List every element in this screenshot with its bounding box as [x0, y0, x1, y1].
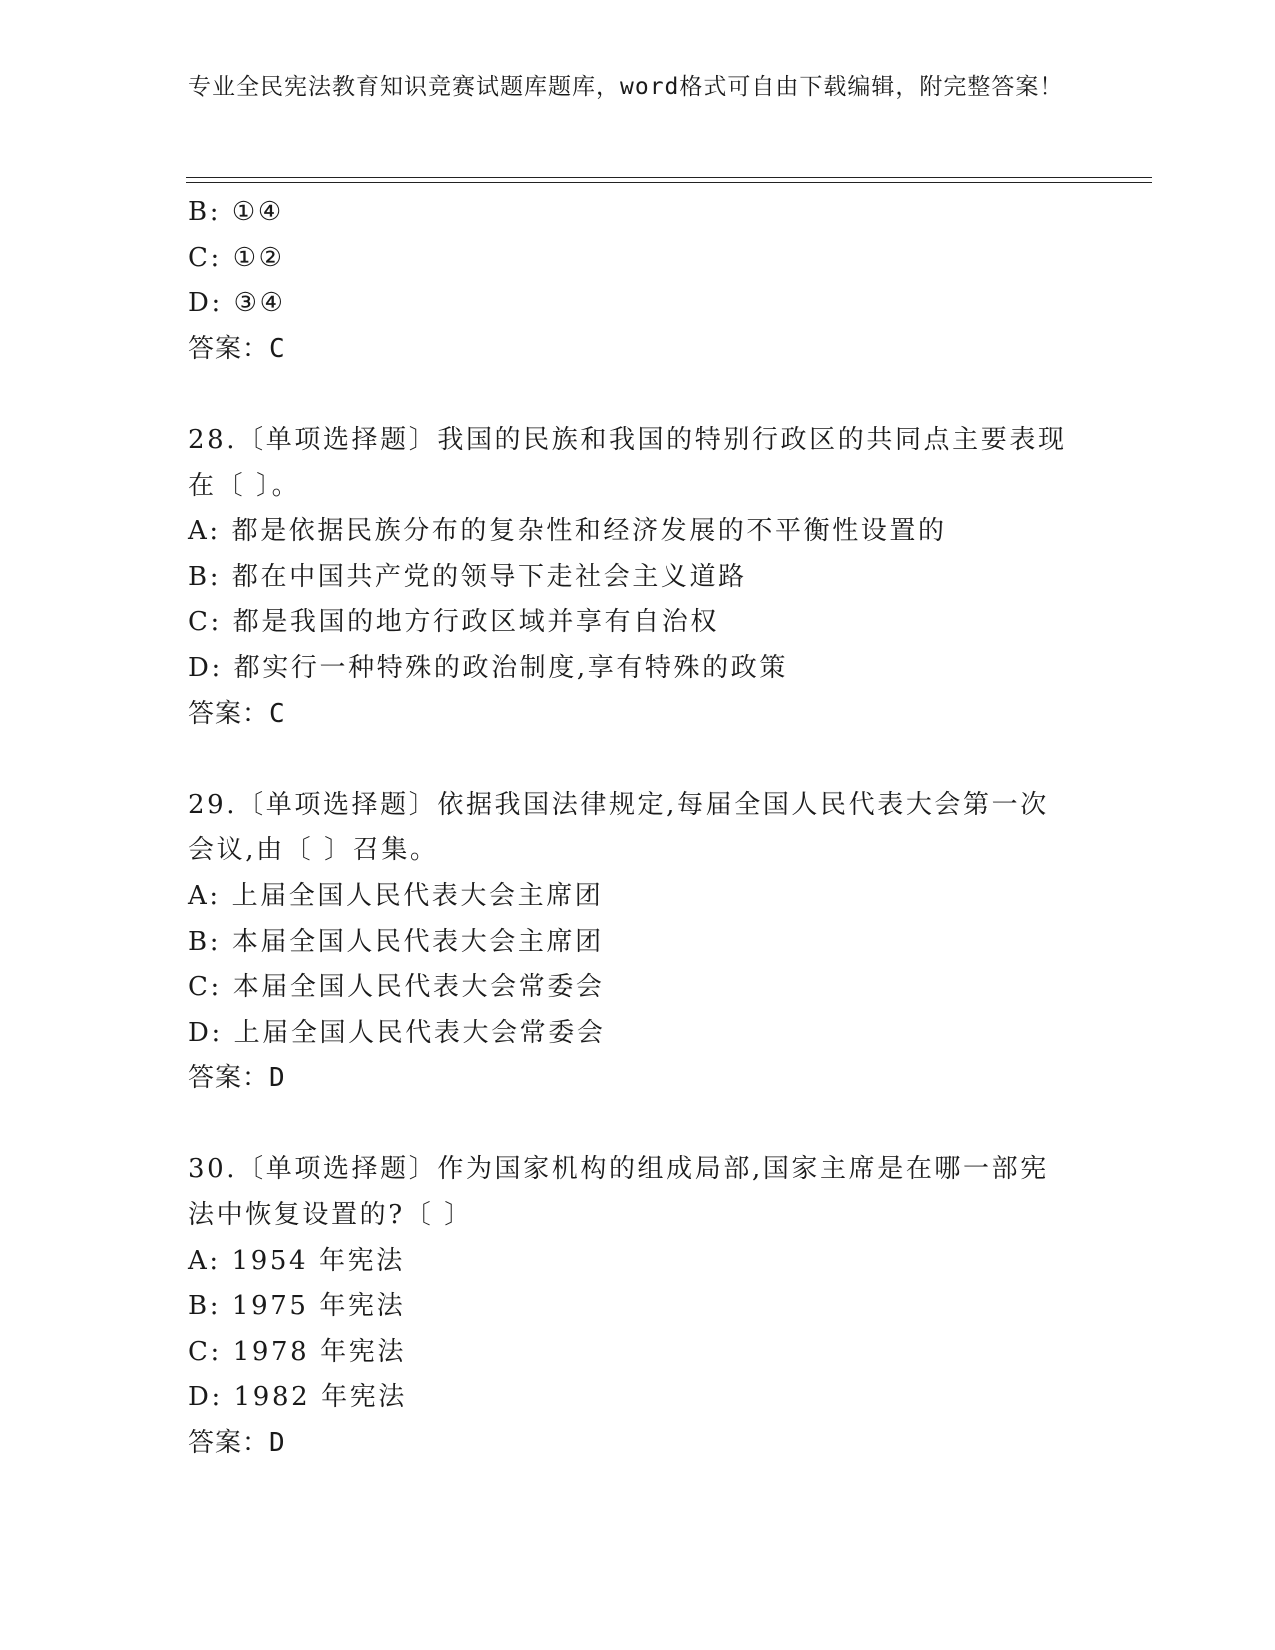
- header-divider-top: [186, 177, 1152, 178]
- answer: 答案：C: [188, 698, 286, 729]
- question-28: [188, 418, 1088, 737]
- question-list: [188, 190, 1088, 1467]
- question-29: [188, 783, 1088, 1102]
- option-b: B: ①④: [188, 197, 284, 227]
- option-d: D: ③④: [188, 288, 286, 319]
- option-a: A: 上届全国人民代表大会主席团: [188, 880, 604, 911]
- answer: 答案：D: [188, 1063, 286, 1094]
- option-d: D: 都实行一种特殊的政治制度,享有特殊的政策: [188, 652, 788, 683]
- prev-question-tail: [188, 190, 1088, 372]
- option-c: C: ①②: [188, 242, 285, 273]
- question-stem: 28.〔单项选择题〕我国的民族和我国的特别行政区的共同点主要表现: [188, 424, 1067, 455]
- option-b: B: 本届全国人民代表大会主席团: [188, 926, 604, 957]
- option-c: C: 1978 年宪法: [188, 1336, 406, 1367]
- option-b: B: 都在中国共产党的领导下走社会主义道路: [188, 561, 747, 592]
- question-stem-cont: 会议,由〔 〕召集。: [188, 835, 439, 866]
- option-d: D: 1982 年宪法: [188, 1382, 407, 1413]
- answer: 答案：D: [188, 1428, 286, 1459]
- question-stem: 29.〔单项选择题〕依据我国法律规定,每届全国人民代表大会第一次: [188, 789, 1049, 820]
- question-stem: 30.〔单项选择题〕作为国家机构的组成局部,国家主席是在哪一部宪: [188, 1154, 1049, 1185]
- option-d: D: 上届全国人民代表大会常委会: [188, 1017, 606, 1048]
- question-30: [188, 1147, 1088, 1466]
- question-stem-cont: 在〔 〕。: [188, 470, 301, 501]
- question-stem-cont: 法中恢复设置的?〔 〕: [188, 1200, 473, 1231]
- option-c: C: 本届全国人民代表大会常委会: [188, 972, 605, 1003]
- option-b: B: 1975 年宪法: [188, 1291, 406, 1322]
- answer: 答案：C: [188, 333, 286, 364]
- option-a: A: 都是依据民族分布的复杂性和经济发展的不平衡性设置的: [188, 516, 947, 547]
- option-c: C: 都是我国的地方行政区域并享有自治权: [188, 607, 719, 638]
- header-divider-bottom: [186, 182, 1152, 183]
- document-header: 专业全民宪法教育知识竞赛试题库题库，word格式可自由下载编辑，附完整答案！: [188, 74, 1064, 100]
- option-a: A: 1954 年宪法: [188, 1245, 405, 1276]
